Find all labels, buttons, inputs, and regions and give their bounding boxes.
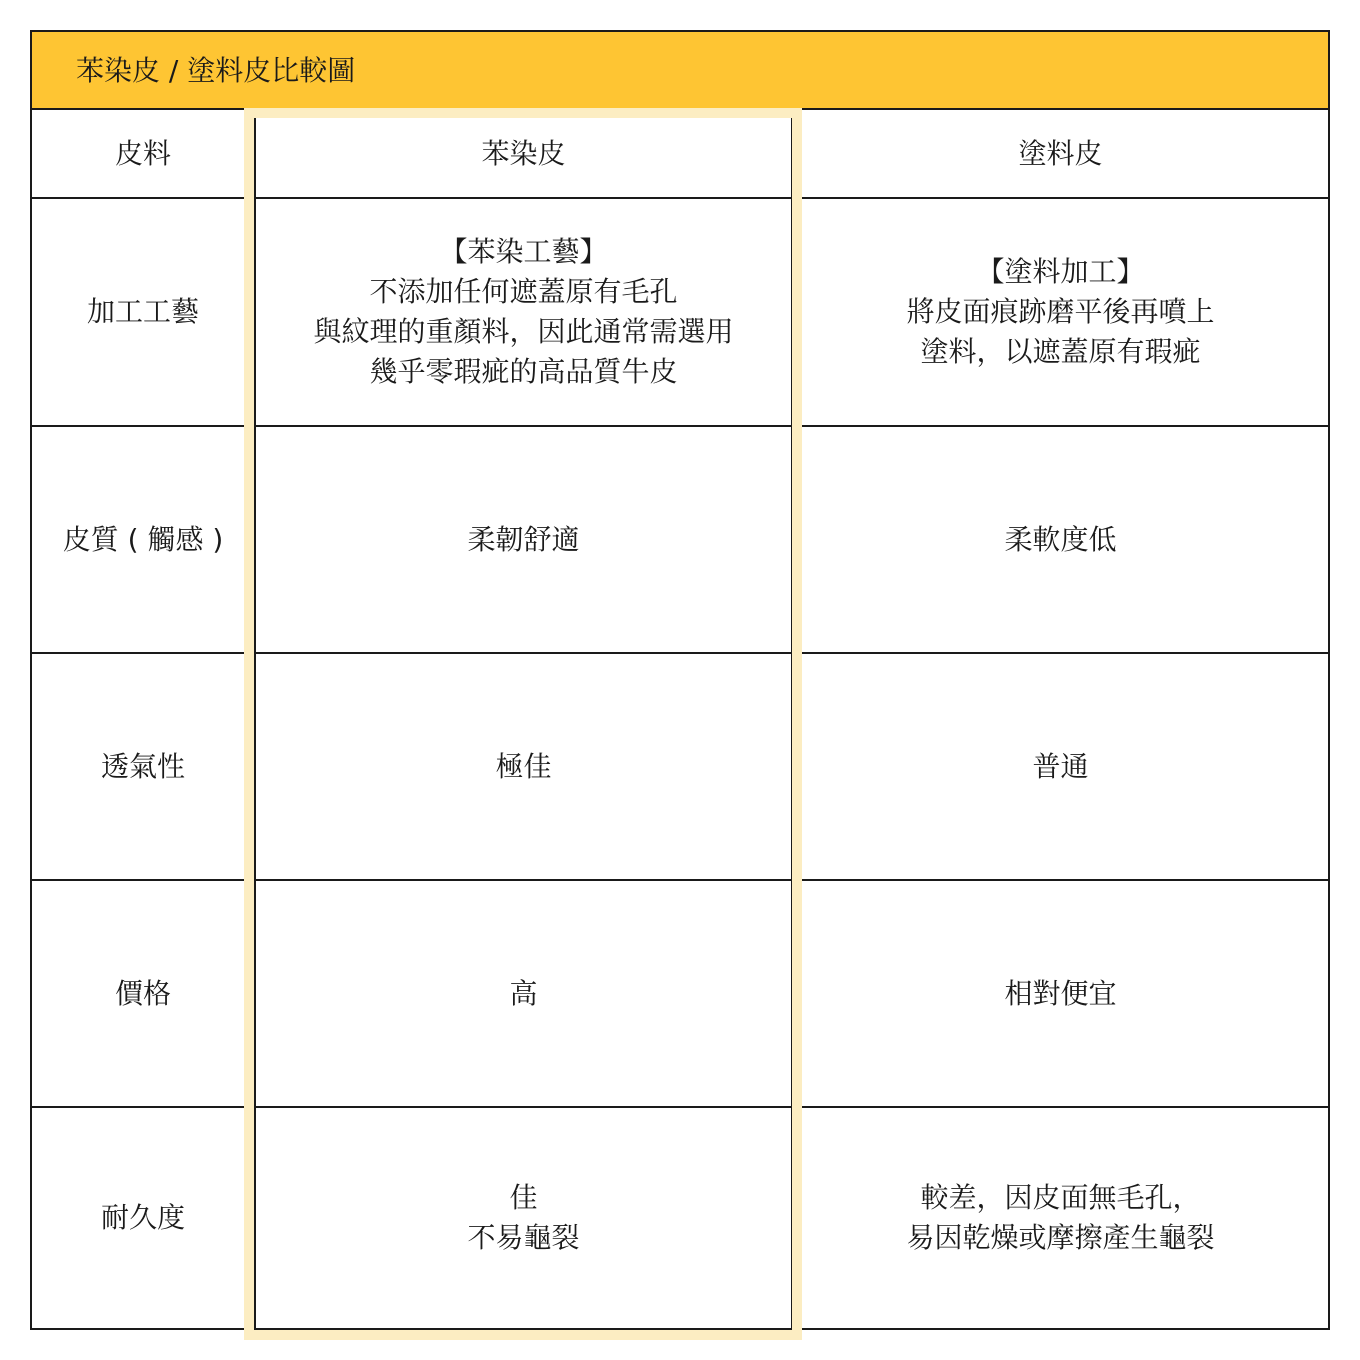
cell-line: 幾乎零瑕疵的高品質牛皮	[369, 355, 678, 388]
cell-line: 不易龜裂	[467, 1221, 580, 1254]
cell-aniline-durability	[256, 1108, 791, 1328]
cell-line: 【塗料加工】	[976, 255, 1145, 288]
row-label-process: 加工工藝	[86, 295, 199, 328]
cell-line: 不添加任何遮蓋原有毛孔	[369, 275, 678, 308]
header-label-material: 皮料	[114, 136, 171, 170]
cell-line: 將皮面痕跡磨平後再噴上	[906, 295, 1215, 328]
cell-line: 塗料，以遮蓋原有瑕疵	[920, 335, 1201, 368]
cell-line: 高	[509, 976, 538, 1010]
cell-pigmented-process	[793, 199, 1328, 425]
cell-aniline-price	[256, 881, 791, 1106]
cell-line: 柔軟度低	[1004, 522, 1117, 556]
header-pigmented-leather: 塗料皮	[1018, 136, 1103, 170]
cell-aniline-texture	[256, 427, 791, 652]
cell-pigmented-texture	[793, 427, 1328, 652]
cell-aniline-breathability	[256, 654, 791, 879]
row-label-durability: 耐久度	[100, 1201, 185, 1234]
cell-line: 柔韌舒適	[467, 522, 580, 556]
cell-pigmented-price	[793, 881, 1328, 1106]
cell-line: 相對便宜	[1004, 976, 1117, 1010]
cell-line: 與紋理的重顏料，因此通常需選用	[313, 315, 734, 348]
cell-line: 極佳	[495, 749, 552, 783]
cell-line: 佳	[509, 1181, 538, 1214]
cell-pigmented-breathability	[793, 654, 1328, 879]
cell-line: 較差，因皮面無毛孔，	[920, 1181, 1201, 1214]
header-aniline-leather: 苯染皮	[481, 136, 566, 170]
comparison-table	[30, 30, 1330, 1330]
cell-line: 【苯染工藝】	[439, 235, 608, 268]
table-title: 苯染皮 / 塗料皮比較圖	[76, 54, 356, 87]
cell-aniline-process	[256, 199, 791, 425]
row-label-price: 價格	[114, 976, 171, 1010]
row-label-texture: 皮質 ( 觸感 )	[62, 522, 224, 556]
cell-line: 易因乾燥或摩擦產生龜裂	[906, 1221, 1215, 1254]
cell-pigmented-durability	[793, 1108, 1328, 1328]
row-label-breathability: 透氣性	[100, 749, 185, 783]
title-bar	[32, 32, 1328, 110]
cell-line: 普通	[1032, 749, 1089, 783]
